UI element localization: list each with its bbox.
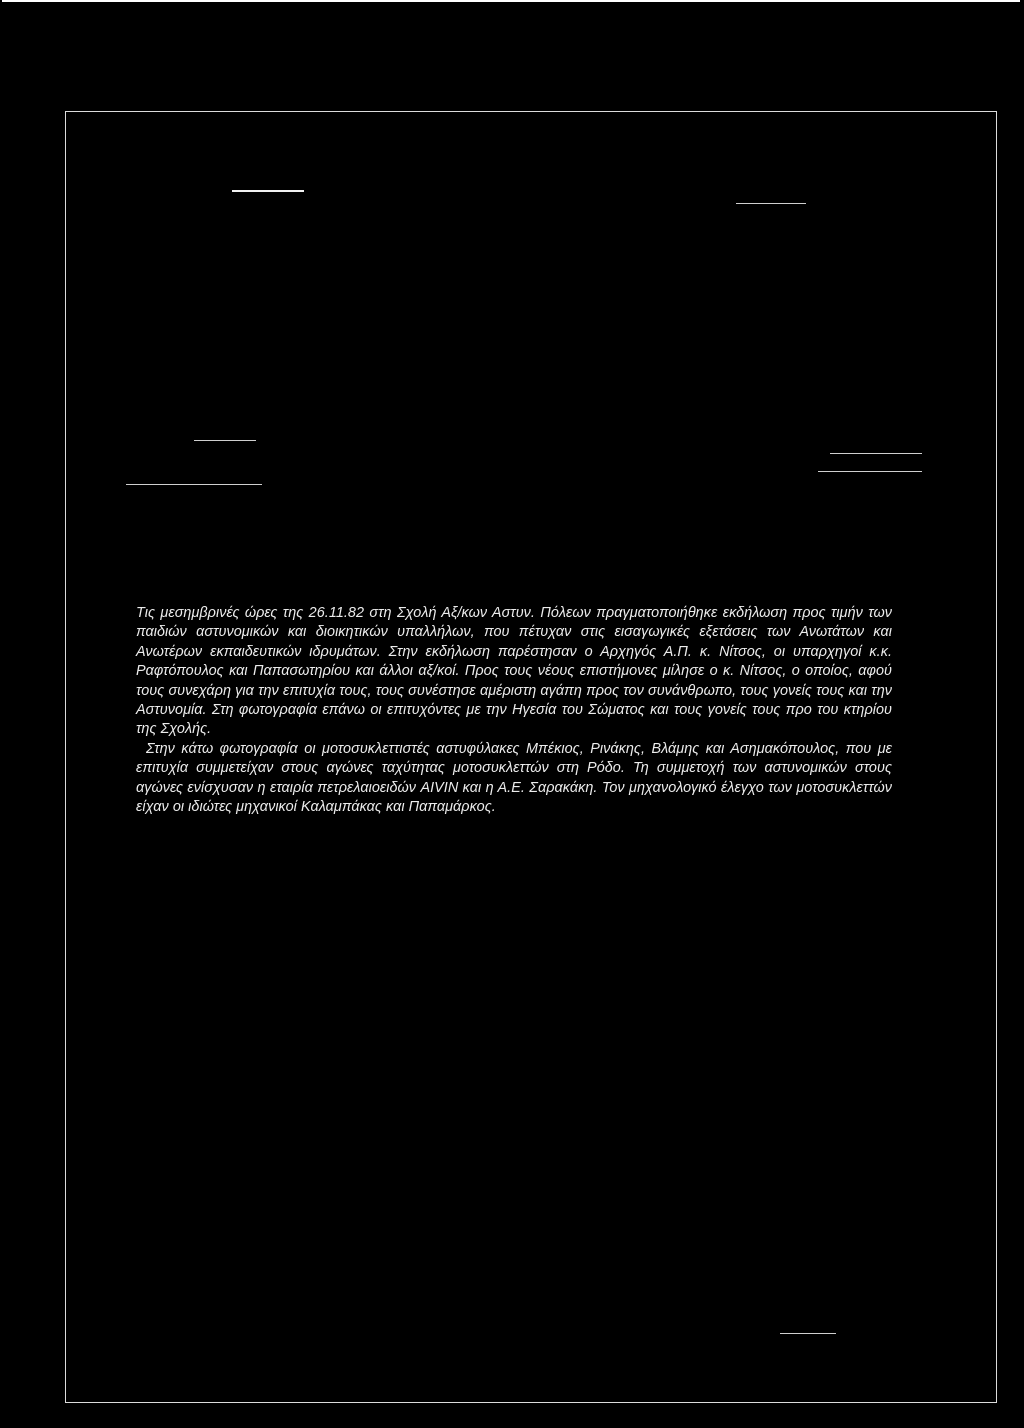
bottom-right-rule [780, 1333, 836, 1334]
middle-left-rule-upper [194, 440, 256, 441]
caption-paragraph-2: Στην κάτω φωτογραφία οι μοτοσυκλεττιστές αστυφύλακες Μπέκιος, Ρινάκης, Βλάμης και Ασημακόπουλος, που με επιτυχία συμμετείχαν στους αγώνες ταχύτητας μοτοσυκλεττών στη Ρόδο. Τη συμμετοχή των αστυνομικών στους αγώνες ενίσχυσαν η εταιρία πετρελαιοειδών AIVIN και η Α.Ε. Σαρακάκη. Τον μηχανολογικό έλεγχο των μοτοσυκλεττών είχαν οι ιδιώτες μηχανικοί Καλαμπάκας και Παπαμάρκος. [136, 740, 892, 816]
page-edge-bottom [0, 1424, 1024, 1428]
page-edge-left [0, 0, 2, 1428]
photo-caption [136, 604, 892, 817]
middle-right-rule-upper [830, 453, 922, 454]
caption-paragraph-1: Τις μεσημβρινές ώρες της 26.11.82 στη Σχολή Αξ/κων Αστυν. Πόλεων πραγματοποιήθηκε εκδήλωση προς τιμήν των παιδιών αστυνομικών και διοικητικών υπαλλήλων, που πέτυχαν στις εισαγωγικές εξετάσεις των Ανωτάτων και Ανωτέρων εκπαιδευτικών ιδρυμάτων. Στην εκδήλωση παρέστησαν ο Αρχηγός Α.Π. κ. Νίτσος, οι υπαρχηγοί κ.κ. Ραφτόπουλος και Παπασωτηρίου και άλλοι αξ/κοί. Προς τους νέους επιστήμονες μίλησε ο κ. Νίτσος, ο οποίος, αφού τους συνεχάρη για την επιτυχία τους, τους συνέστησε αμέριστη αγάπη προς τον συνάνθρωπο, τους γονείς τους και την Αστυνομία. Στη φωτογραφία επάνω οι επιτυχόντες με την Ηγεσία του Σώματος και τους γονείς τους προ του κτηρίου της Σχολής. [136, 605, 892, 738]
top-right-rule [736, 203, 806, 204]
middle-right-rule-lower [818, 471, 922, 472]
page-edge-right [1020, 0, 1024, 1428]
middle-left-rule-lower [126, 484, 262, 485]
top-left-rule [232, 190, 304, 192]
